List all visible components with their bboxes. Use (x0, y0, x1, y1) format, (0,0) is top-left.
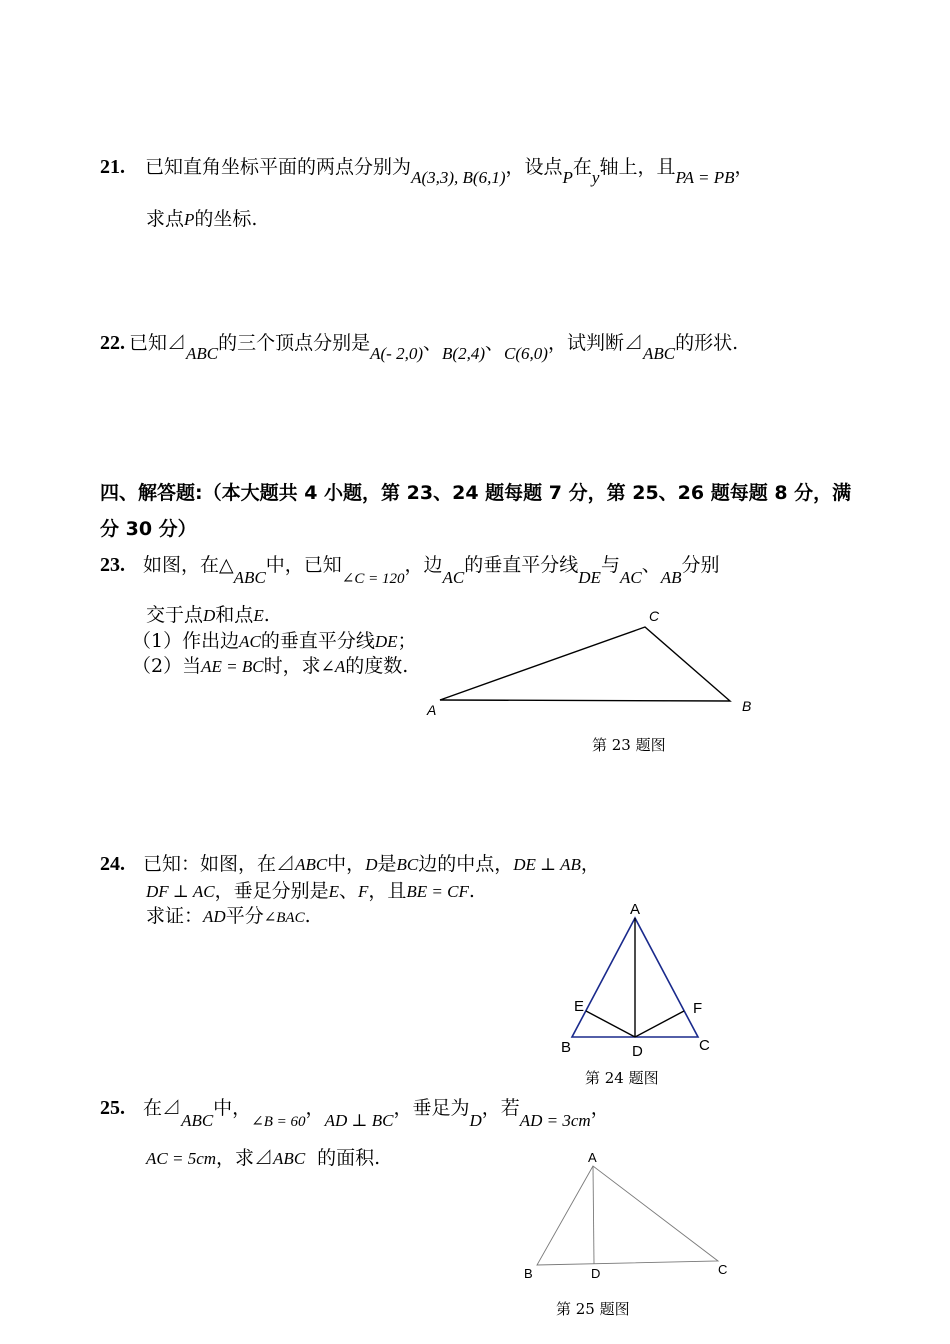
q25-text: 在⊿ (143, 1097, 182, 1119)
q23-math: ∠A (320, 657, 346, 676)
q25-number: 25. (100, 1097, 125, 1119)
q23-label-a: A (427, 702, 437, 718)
q24-text: 、 (338, 880, 358, 902)
q23-text: ； (397, 630, 417, 652)
q21-math-p: P (562, 168, 573, 187)
q23-text: 交于点 (146, 604, 204, 626)
q24-text: 是 (377, 853, 397, 875)
q23-text: ，边 (404, 554, 443, 576)
q24-text: 边的中点， (418, 853, 514, 875)
q24-math: F (358, 882, 369, 901)
q22-text: 、 (485, 332, 505, 354)
q23-math: D (203, 606, 216, 625)
q24-math: BC (396, 855, 419, 874)
q23-text: （1）作出边 (132, 630, 240, 652)
q23-text: . (263, 604, 270, 626)
q25-text: 的面积. (317, 1147, 381, 1169)
q23-number: 23. (100, 554, 125, 576)
q23-text: （2）当 (132, 655, 202, 677)
q25-math: ABC (181, 1111, 214, 1130)
q22-text: 的形状. (675, 332, 739, 354)
q25-label-d: D (591, 1266, 601, 1281)
q23-text: 和点 (215, 604, 254, 626)
q25-label-b: B (524, 1266, 533, 1281)
q23-text: 的度数. (345, 655, 409, 677)
q24-label-f: F (693, 1000, 703, 1017)
q25-caption: 第 25 题图 (556, 1300, 630, 1318)
q23-math: DE (374, 632, 398, 651)
q24-text: . (304, 905, 311, 927)
q25-text: ， (305, 1097, 325, 1119)
q24-text: ， (580, 853, 600, 875)
q23-math: AB (660, 568, 682, 587)
q25-text: ， (590, 1097, 610, 1119)
q25-text: ，垂足为 (393, 1097, 470, 1119)
q22-math: ABC (642, 344, 676, 363)
q24-math: E (328, 882, 339, 901)
q24-number: 24. (100, 853, 125, 875)
q25-math: AD ⊥ BC (324, 1111, 394, 1130)
q22-math: B(2,4) (442, 344, 485, 363)
q23-label-c: C (649, 608, 660, 624)
q25-label-a: A (588, 1150, 597, 1165)
q24-math: DF ⊥ AC (146, 882, 215, 901)
q23-text: 分别 (681, 554, 720, 576)
q23-math: DE (578, 568, 601, 587)
q21-math-p2: P (184, 210, 195, 229)
q24-text: . (468, 880, 475, 902)
q23-math: AC (239, 632, 261, 651)
q22-text: 、 (423, 332, 443, 354)
q21-text: 在 (572, 156, 592, 178)
q25-text: 中， (213, 1097, 252, 1119)
q24-label-b: B (561, 1039, 572, 1056)
q24-math: AD (203, 907, 226, 926)
q22-math: A(- 2,0) (370, 344, 424, 363)
q22-math: ABC (186, 344, 219, 363)
section4-heading-line2: 分 30 分） (100, 518, 197, 540)
q22-math: C(6,0) (504, 344, 548, 363)
q23-math: ∠C = 120 (341, 571, 405, 587)
q23-text: 、 (641, 554, 661, 576)
q23-math: AC (619, 568, 642, 587)
q24-math: ∠BAC (263, 910, 305, 926)
q24-math: DE ⊥ AB (513, 855, 581, 874)
q23-math: E (253, 606, 264, 625)
q24-text: ，垂足分别是 (214, 880, 329, 902)
q21-number: 21. (100, 156, 125, 178)
q23-math: AE = BC (201, 657, 264, 676)
q24-label-a: A (630, 901, 641, 918)
q21-text: 的坐标. (194, 208, 258, 230)
q23-text: 中，已知 (265, 554, 342, 576)
q21-text: ， (734, 156, 754, 178)
q23-caption: 第 23 题图 (592, 736, 666, 754)
q25-triangle (537, 1166, 718, 1265)
q23-math: ABC (233, 568, 266, 587)
q21-math-points: A(3,3), B(6,1) (411, 168, 506, 187)
q25-math: AD = 3cm (519, 1111, 591, 1130)
q21-text: 轴上，且 (599, 156, 676, 178)
section4-heading-line1: 四、解答题:（本大题共 4 小题，第 23、24 题每题 7 分，第 25、26 题每题 8 分，满 (100, 482, 852, 504)
q21-text: ，设点 (505, 156, 563, 178)
q25-label-c: C (718, 1262, 728, 1277)
q24-label-e: E (574, 998, 585, 1015)
q24-label-c: C (699, 1037, 710, 1054)
q21-math-y: y (591, 168, 600, 187)
q25-segment-ad (593, 1166, 594, 1264)
q22-number: 22. (100, 332, 125, 354)
q24-math: BE = CF (406, 882, 469, 901)
q24-math: D (365, 855, 378, 874)
q25-text: ，求⊿ (216, 1147, 274, 1169)
q23-text: 时，求 (263, 655, 321, 677)
q24-text: 平分 (225, 905, 264, 927)
q24-text: 中， (327, 853, 366, 875)
q23-text: 的垂直平分线 (464, 554, 579, 576)
q23-label-b: B (742, 698, 752, 714)
q22-text: 的三个顶点分别是 (218, 332, 371, 354)
q22-text: ，试判断⊿ (547, 332, 643, 354)
q24-text: ，且 (368, 880, 407, 902)
q25-math: ∠B = 60 (251, 1114, 306, 1130)
q24-label-d: D (632, 1043, 643, 1060)
q23-text: 的垂直平分线 (260, 630, 375, 652)
q24-caption: 第 24 题图 (585, 1069, 659, 1087)
q23-text: 如图，在△ (143, 554, 234, 576)
q25-math: AC = 5cm (146, 1149, 217, 1168)
q25-math: ABC (273, 1149, 306, 1168)
q24-math: ABC (295, 855, 328, 874)
q25-math: D (469, 1111, 482, 1130)
q22-text: 已知⊿ (129, 332, 187, 354)
q24-text: 求证： (146, 905, 204, 927)
q21-text: 求点 (146, 208, 185, 230)
q21-text: 已知直角坐标平面的两点分别为 (145, 156, 412, 178)
q24-text: 已知：如图，在⊿ (143, 853, 296, 875)
q25-text: ，若 (481, 1097, 520, 1119)
q21-math-eq: PA = PB (675, 168, 735, 187)
q23-math: AC (442, 568, 465, 587)
q23-text: 与 (600, 554, 620, 576)
